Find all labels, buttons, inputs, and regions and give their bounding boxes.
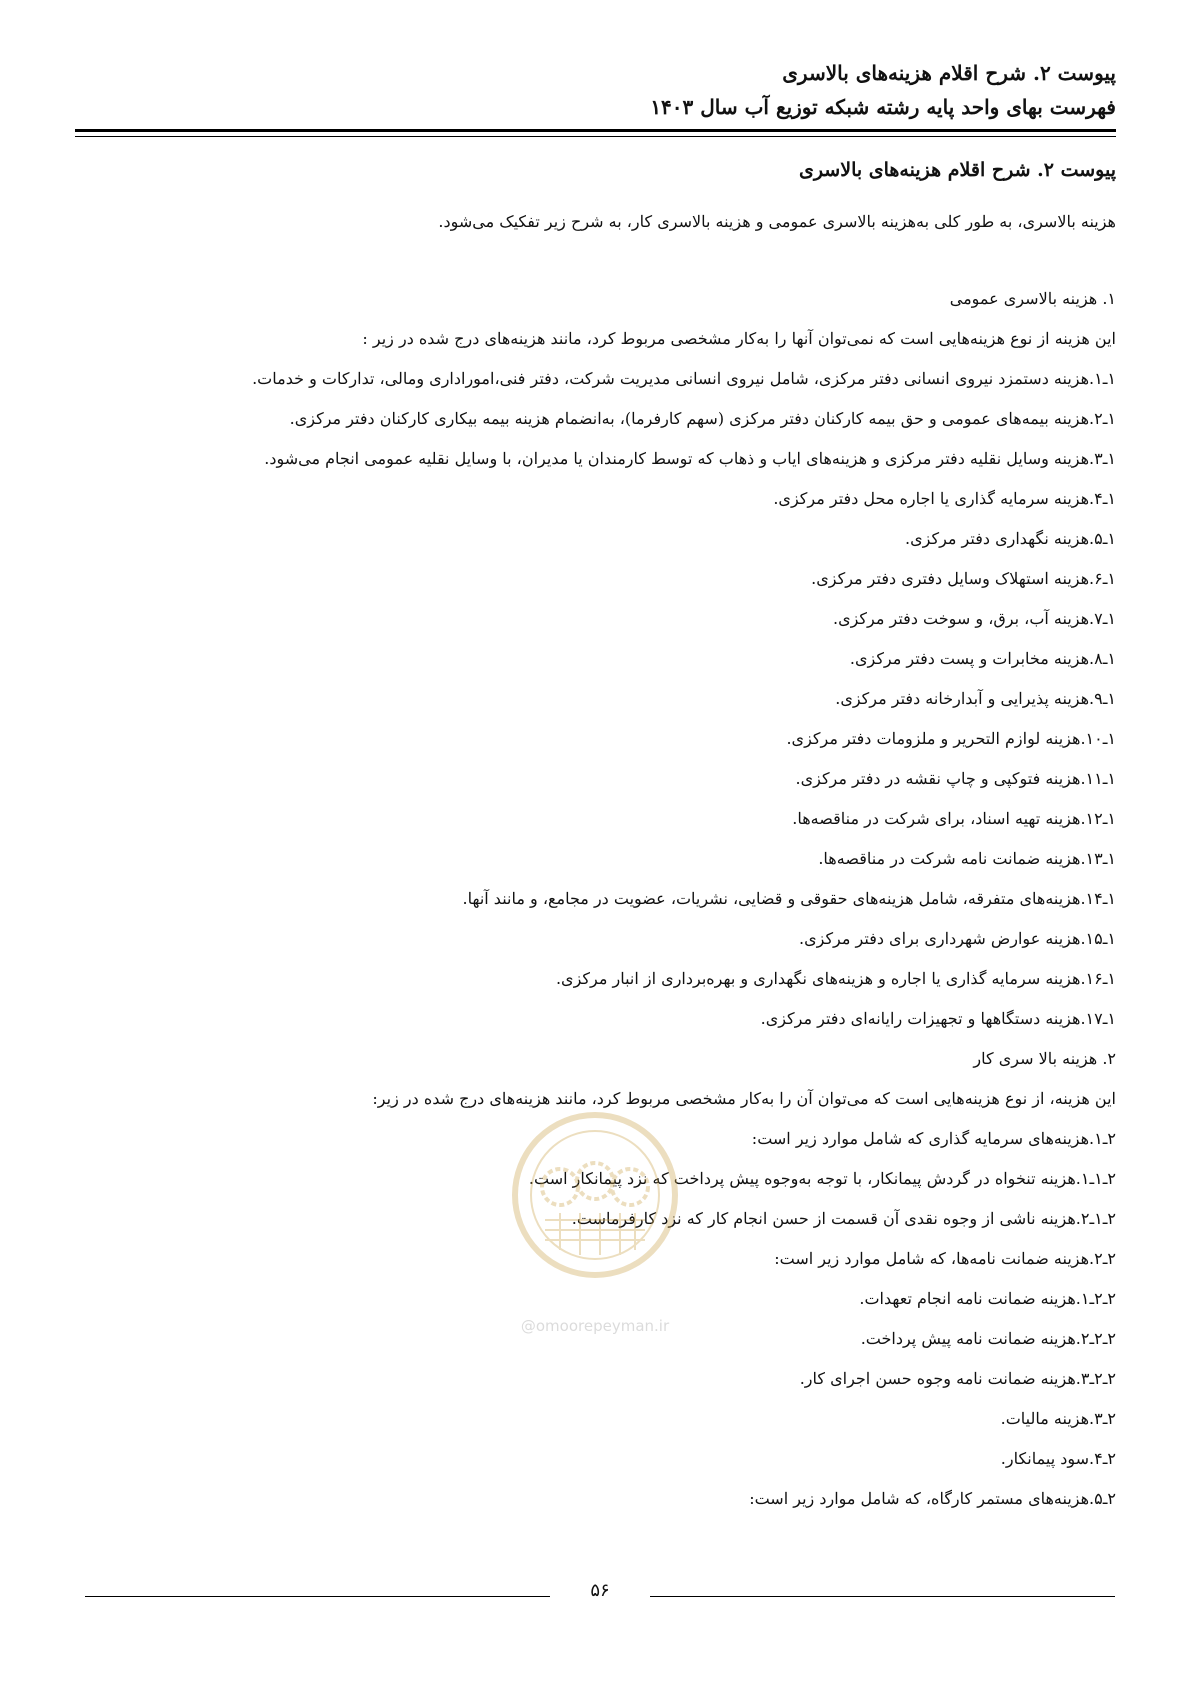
list-item: ۱ـ۱۷.هزینه دستگاهها و تجهیزات رایانه‌ای دفتر مرکزی. (760, 1009, 1116, 1028)
list-item: ۲ـ۲.هزینه ضمانت نامه‌ها، که شامل موارد زیر است: (774, 1249, 1116, 1268)
list-item: ۱ـ۴.هزینه سرمایه گذاری یا اجاره محل دفتر مرکزی. (773, 489, 1116, 508)
list-item: ۱ـ۳.هزینه وسایل نقلیه دفتر مرکزی و هزینه‌های ایاب و ذهاب که توسط کارمندان یا مدیران، با وسایل نقلیه عمومی انجام می‌شود. (264, 449, 1116, 468)
list-item: ۱. هزینه بالاسری عمومی (949, 289, 1116, 308)
list-item: ۲ـ۲ـ۱.هزینه ضمانت نامه انجام تعهدات. (859, 1289, 1116, 1308)
list-item: ۱ـ۹.هزینه پذیرایی و آبدارخانه دفتر مرکزی. (835, 689, 1116, 708)
page-header (76, 56, 1116, 124)
footer-rule-left (85, 1596, 550, 1597)
list-item: ۱ـ۱۲.هزینه تهیه اسناد، برای شرکت در مناقصه‌ها. (792, 809, 1116, 828)
list-item: ۱ـ۶.هزینه استهلاک وسایل دفتری دفتر مرکزی. (811, 569, 1116, 588)
list-item: ۲ـ۱.هزینه‌های سرمایه گذاری که شامل موارد زیر است: (751, 1129, 1116, 1148)
list-item: ۱ـ۱۶.هزینه سرمایه گذاری یا اجاره و هزینه‌های نگهداری و بهره‌برداری از انبار مرکزی. (555, 969, 1116, 988)
list-item: ۲ـ۱ـ۱.هزینه تنخواه در گردش پیمانکار، با توجه به‌وجوه پیش پرداخت که نزد پیمانکار است. (528, 1169, 1116, 1188)
document-body (96, 155, 1116, 1525)
list-item: ۲ـ۲ـ۳.هزینه ضمانت نامه وجوه حسن اجرای کار. (799, 1369, 1116, 1388)
list-item: ۲ـ۵.هزینه‌های مستمر کارگاه، که شامل موارد زیر است: (749, 1489, 1116, 1508)
list-item: ۲. هزینه بالا سری کار (973, 1049, 1116, 1068)
header-rule-thick (75, 129, 1116, 132)
header-subtitle: فهرست بهای واحد پایه رشته شبکه توزیع آب سال ۱۴۰۳ (650, 95, 1116, 119)
list-item: ۲ـ۴.سود پیمانکار. (1000, 1449, 1116, 1468)
intro-paragraph: هزینه بالاسری، به طور کلی به‌هزینه بالاسری عمومی و هزینه بالاسری کار، به شرح زیر تفکیک می‌شود. (438, 212, 1116, 231)
list-item: ۲ـ۲ـ۲.هزینه ضمانت نامه پیش پرداخت. (860, 1329, 1116, 1348)
header-title: پیوست ۲. شرح اقلام هزینه‌های بالاسری (782, 61, 1116, 85)
list-item: ۱ـ۱۱.هزینه فتوکپی و چاپ نقشه در دفتر مرکزی. (795, 769, 1116, 788)
header-rule-thin (75, 136, 1116, 137)
list-item: ۱ـ۱۴.هزینه‌های متفرقه، شامل هزینه‌های حقوقی و قضایی، نشریات، عضویت در مجامع، و مانند آنها. (462, 889, 1116, 908)
page-number: ۵۶ (590, 1580, 610, 1601)
list-item: ۱ـ۵.هزینه نگهداری دفتر مرکزی. (905, 529, 1116, 548)
section-title: پیوست ۲. شرح اقلام هزینه‌های بالاسری (798, 159, 1116, 181)
list-item: این هزینه از نوع هزینه‌هایی است که نمی‌توان آنها را به‌کار مشخصی مربوط کرد، مانند هزینه‌های درج شده در زیر : (362, 329, 1116, 348)
list-item: ۱ـ۸.هزینه مخابرات و پست دفتر مرکزی. (849, 649, 1116, 668)
watermark-handle: @omoorepeyman.ir (520, 1317, 670, 1335)
list-item: ۱ـ۱۳.هزینه ضمانت نامه شرکت در مناقصه‌ها. (818, 849, 1116, 868)
list-item: ۱ـ۱.هزینه دستمزد نیروی انسانی دفتر مرکزی، شامل نیروی انسانی مدیریت شرکت، دفتر فنی،اموراداری ومالی، تدارکات و خدمات. (252, 369, 1116, 388)
list-item: این هزینه، از نوع هزینه‌هایی است که می‌توان آن را به‌کار مشخصی مربوط کرد، مانند هزینه‌های درج شده در زیر: (372, 1089, 1116, 1108)
list-item: ۱ـ۱۰.هزینه لوازم التحریر و ملزومات دفتر مرکزی. (786, 729, 1116, 748)
list-item: ۱ـ۲.هزینه بیمه‌های عمومی و حق بیمه کارکنان دفتر مرکزی (سهم کارفرما)، به‌انضمام هزینه بیمه بیکاری کارکنان دفتر مرکزی. (289, 409, 1116, 428)
item-list (96, 285, 1116, 1525)
list-item: ۲ـ۳.هزینه مالیات. (1000, 1409, 1116, 1428)
list-item: ۱ـ۱۵.هزینه عوارض شهرداری برای دفتر مرکزی. (799, 929, 1116, 948)
list-item: ۲ـ۱ـ۲.هزینه ناشی از وجوه نقدی آن قسمت از حسن انجام کار که نزد کارفرماست. (571, 1209, 1116, 1228)
list-item: ۱ـ۷.هزینه آب، برق، و سوخت دفتر مرکزی. (832, 609, 1116, 628)
footer-rule-right (650, 1596, 1115, 1597)
